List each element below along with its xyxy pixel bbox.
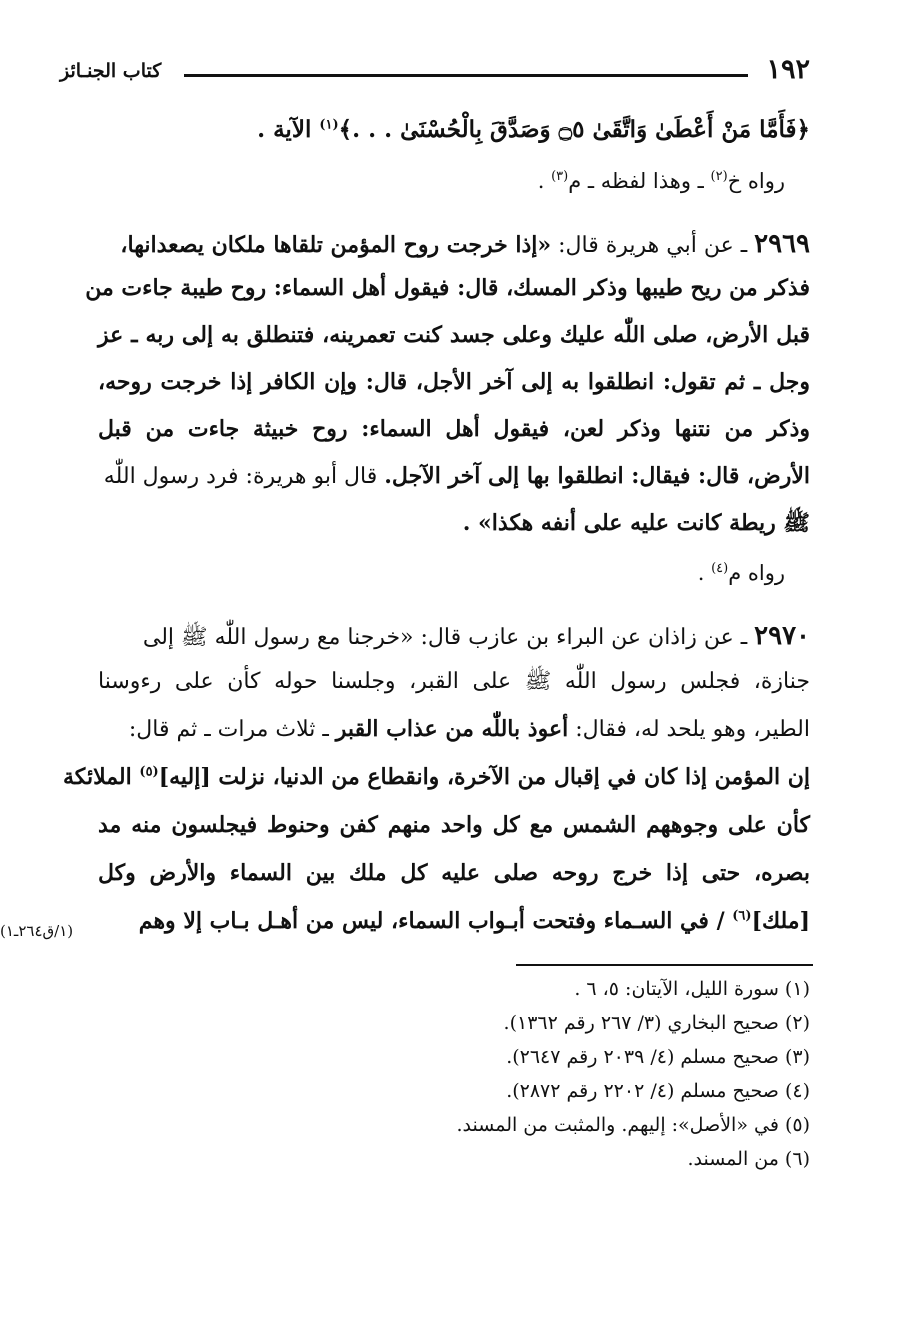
footnote-3: (٣) صحيح مسلم (٤/ ٢٠٣٩ رقم ٢٦٤٧). [506,1046,810,1068]
footnote-ref: (٥) [139,764,159,780]
quran-verse [257,116,810,145]
hadith-2969-line-1: ٢٩٦٩ ـ عن أبي هريرة قال: «إذا خرجت روح المؤمن تلقاها ملكان يصعدانها، [120,229,810,259]
book-title: كتاب الجنـائز [60,60,162,82]
hadith-2969-line-5: وذكر من نتنها وذكر لعن، فيقول أهل السماء: روح خبيثة جاءت من قبل [98,416,810,442]
hadith-2969-line-2: فذكر من ريح طيبها وذكر المسك، قال: فيقول أهل السماء: روح طيبة جاءت من [85,275,810,301]
narration-line: رواه خ$^{(٢)}$ ـ وهذا لفظه ـ م$^{(٣)}$ . [537,169,785,193]
footnote-1: (١) سورة الليل، الآيتان: ٥، ٦ . [574,978,810,1000]
hadith-number: ٢٩٧٠ [754,621,810,651]
verse-text: ﴿فَأَمَّا مَنْ أَعْطَىٰ وَاتَّقَىٰ ۝٥ وَصَدَّقَ بِالْحُسْنَىٰ . . .﴾ [338,116,810,143]
narration-line: رواه م$^{(٤)}$ . [697,561,785,585]
hadith-2970-line-1: ٢٩٧٠ ـ عن زاذان عن البراء بن عازب قال: «خرجنا مع رسول اللّٰه ﷺ إلى [142,621,810,651]
header-rule [184,74,748,77]
footnote-ref: (٤) [711,561,729,576]
footnote-ref: (٢) [710,169,728,184]
footnote-separator [516,964,813,966]
hadith-2969-line-3: قبل الأرض، صلى اللّٰه عليك وعلى جسد كنت تعمرينه، فتنطلق به إلى ربه ـ عز [98,322,810,348]
hadith-number: ٢٩٦٩ [754,229,810,259]
verse-tail: الآية . [257,116,320,143]
footnote-6: (٦) من المسند. [687,1148,810,1170]
footnote-ref: (١) [319,117,339,133]
margin-manuscript-note: (١/ق٢٦٤ـ١) [0,922,74,940]
hadith-2970-line-7: [ملك]$^{(٦)}$ / في السـماء وفتحت أبـواب السماء، ليس من أهـل بـاب إلا وهم [138,908,810,934]
hadith-2970-line-4: إن المؤمن إذا كان في إقبال من الآخرة، وانقطاع من الدنيا، نزلت [إليه]$^{(٥)}$ الملائكة [63,764,810,790]
footnote-ref: (٣) [551,169,569,184]
hadith-2970-line-2: جنازة، فجلس رسول اللّٰه ﷺ على القبر، وجلسنا حوله كأن على رءوسنا [98,669,810,694]
hadith-2970-line-6: بصره، حتى إذا خرج روحه صلى عليه كل ملك بين السماء والأرض وكل [98,860,810,886]
page-number: ١٩٢ [766,54,810,85]
page-header [60,54,810,94]
hadith-2970-line-3: الطير، وهو يلحد له، فقال: أعوذ باللّٰه من عذاب القبر ـ ثلاث مرات ـ ثم قال: [128,716,810,742]
footnote-2: (٢) صحيح البخاري (٣/ ٢٦٧ رقم ١٣٦٢). [503,1012,810,1034]
hadith-2969-line-4: وجل ـ ثم تقول: انطلقوا به إلى آخر الأجل، قال: وإن الكافر إذا خرجت روحه، [98,369,810,395]
footnote-4: (٤) صحيح مسلم (٤/ ٢٢٠٢ رقم ٢٨٧٢). [506,1080,810,1102]
hadith-2969-line-6: الأرض، قال: فيقال: انطلقوا بها إلى آخر الآجل. قال أبو هريرة: فرد رسول اللّٰه [103,463,810,489]
hadith-2969-line-7: ﷺ ريطة كانت عليه على أنفه هكذا» . [462,510,810,536]
footnote-ref: (٦) [732,908,752,924]
hadith-2970-line-5: كأن على وجوههم الشمس مع كل واحد منهم كفن وحنوط فيجلسون منه مد [98,812,810,838]
footnote-5: (٥) في «الأصل»: إليهم. والمثبت من المسند. [456,1114,810,1136]
